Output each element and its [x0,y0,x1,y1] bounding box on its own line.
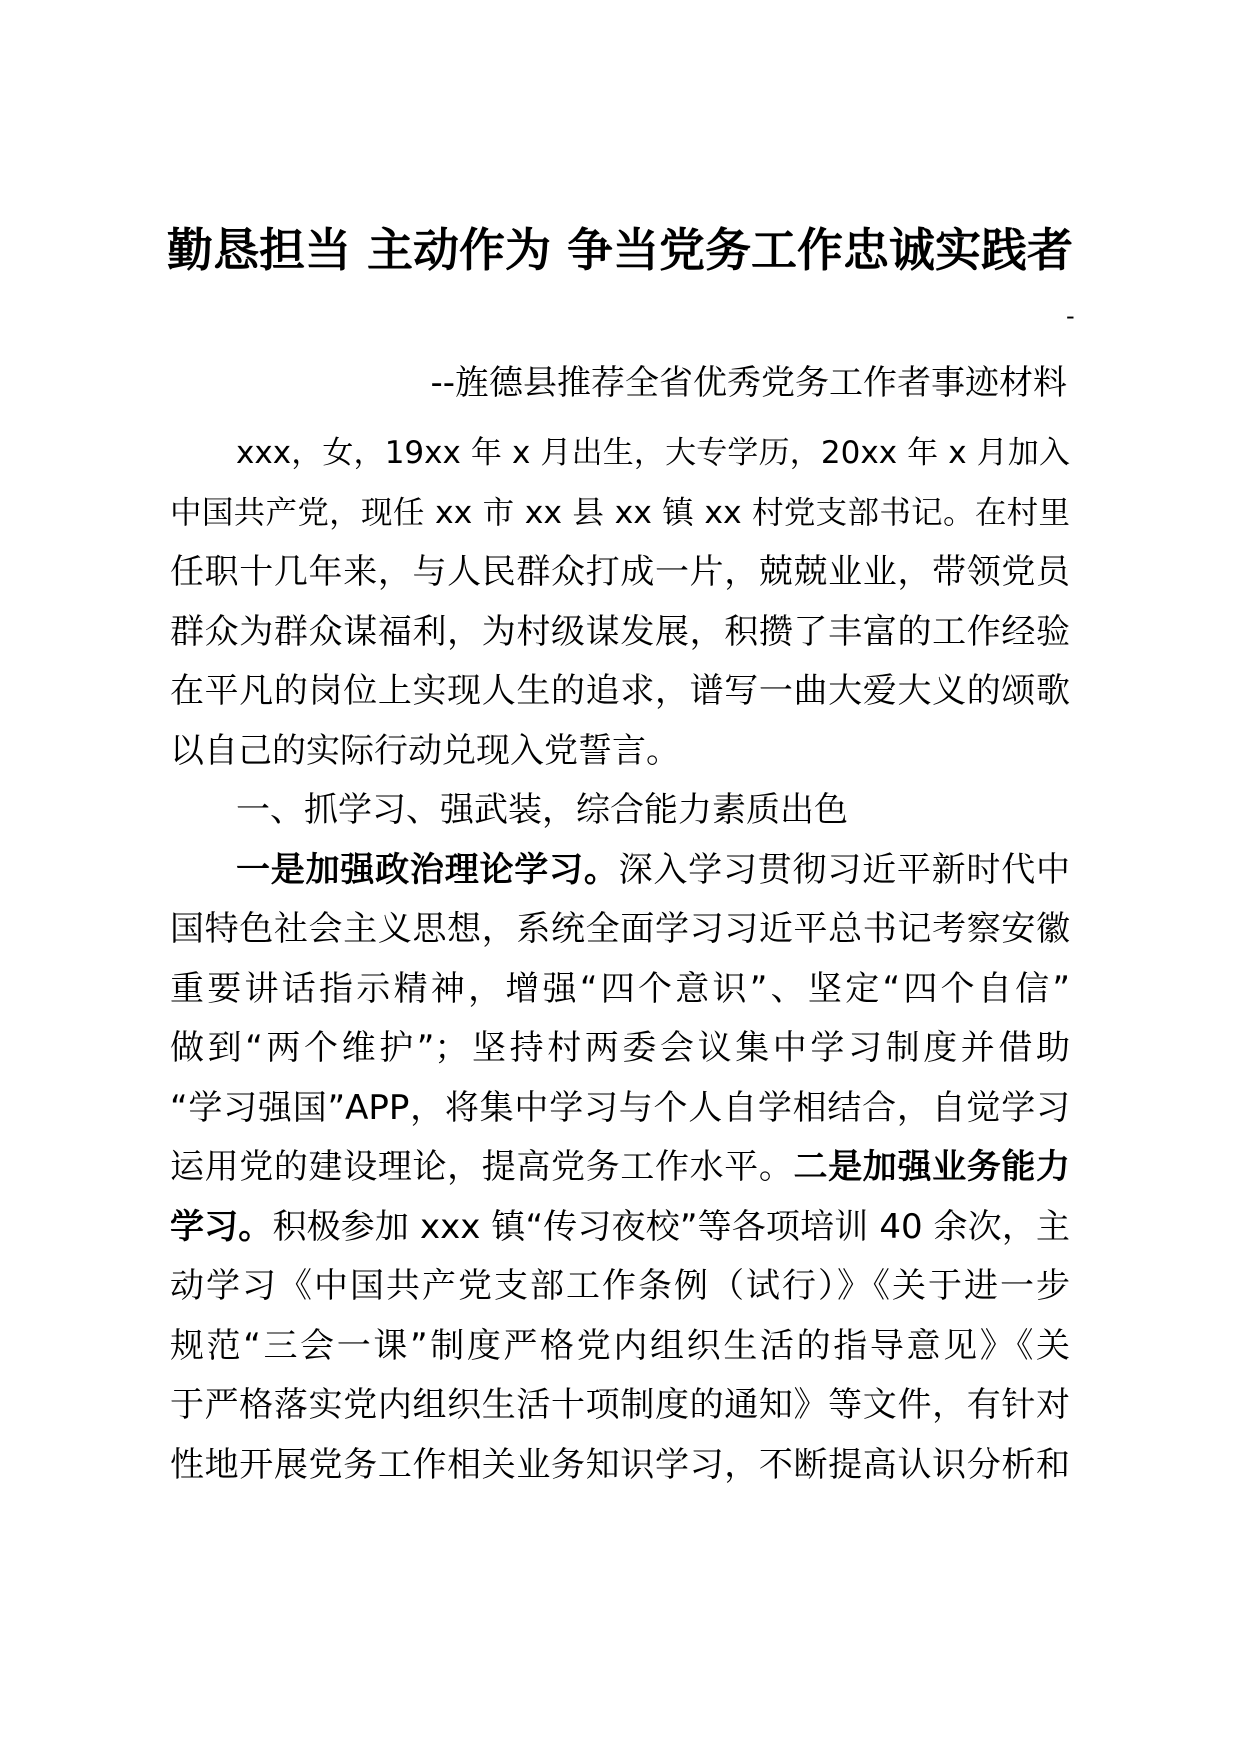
bold-lead-point-two-end: 学习。 [170,1206,273,1247]
paragraph-line: 动学习《中国共产党支部工作条例（试行）》《关于进一步 [170,1266,1070,1306]
paragraph-text: 运用党的建设理论，提高党务工作水平。 [170,1147,794,1187]
paragraph-line: 群众为群众谋福利，为村级谋发展，积攒了丰富的工作经验 [170,611,1070,652]
paragraph-line [170,1198,1070,1258]
bold-lead-point-two: 二是加强业务能力 [793,1147,1071,1187]
paragraph-text: 深入学习贯彻习近平新时代中 [618,849,1070,890]
paragraph-line [170,1138,1070,1198]
paragraph-text: 积极参加 xxx 镇“传习夜校”等各项培训 40 余次，主 [272,1206,1070,1247]
dash-mark: - [1066,302,1075,330]
paragraph-line: “学习强国”APP，将集中学习与个人自学相结合，自觉学习 [170,1087,1070,1128]
document-title: 勤恳担当 主动作为 争当党务工作忠诚实践者 [166,223,1074,277]
paragraph-line: 于严格落实党内组织生活十项制度的通知》等文件，有针对 [170,1385,1070,1425]
paragraph-line: 任职十几年来，与人民群众打成一片，兢兢业业，带领党员 [170,552,1070,592]
paragraph-line: 以自己的实际行动兑现入党誓言。 [170,730,680,771]
document-body [170,424,1070,1495]
paragraph-line: 在平凡的岗位上实现人生的追求，谱写一曲大爱大义的颂歌 [170,671,1070,711]
paragraph-line: 规范“三会一课”制度严格党内组织生活的指导意见》《关 [170,1325,1070,1366]
paragraph-line [170,841,1070,901]
document-subtitle: --旌德县推荐全省优秀党务工作者事迹材料 [430,363,1067,403]
paragraph-line: 性地开展党务工作相关业务知识学习，不断提高认识分析和 [170,1444,1070,1485]
bold-lead-point-one: 一是加强政治理论学习。 [236,849,619,890]
paragraph-line: 中国共产党，现任 xx 市 xx 县 xx 镇 xx 村党支部书记。在村里 [170,494,1070,531]
paragraph-line: 做到“两个维护”；坚持村两委会议集中学习制度并借助 [170,1028,1070,1068]
paragraph-line: 重要讲话指示精神，增强“四个意识”、坚定“四个自信” [170,968,1070,1009]
section-heading: 一、抓学习、强武装，综合能力素质出色 [236,790,848,830]
paragraph-line: 国特色社会主义思想，系统全面学习习近平总书记考察安徽 [170,909,1070,949]
paragraph-line: xxx，女，19xx 年 x 月出生，大专学历，20xx 年 x 月加入 [236,435,1070,471]
